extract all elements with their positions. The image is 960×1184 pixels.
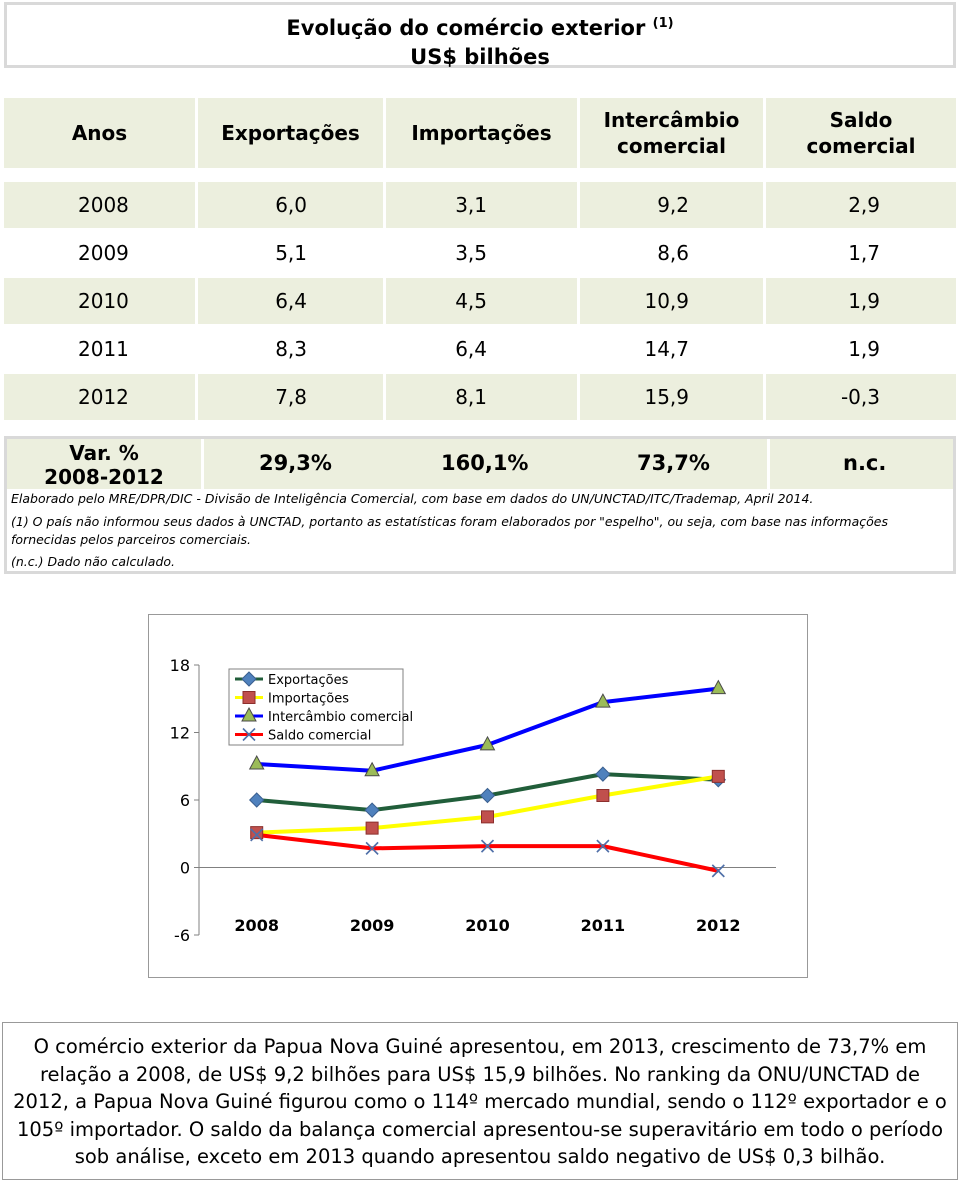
- y-tick-label: 0: [179, 858, 190, 878]
- table-row: [4, 278, 956, 326]
- legend-label: Importações: [268, 691, 349, 707]
- cell-saldo: 1,9: [766, 278, 956, 326]
- title-line2: US$ bilhões: [410, 45, 550, 69]
- summary-text: O comércio exterior da Papua Nova Guiné apresentou, em 2013, crescimento de 73,7% em relação a 2008, de US$ 9,2 bilhões para US$ 15,9 bilhões. No ranking da ONU/UNCTAD de 2012, a Papua Nova Guiné figurou como o 114º mercado mundial, sendo o 112º exportador e o 105º importador. O saldo da balança comercial apresentou-se superavitário em todo o período sob análise, exceto em 2013 quando apresentou saldo negativo de US$ 0,3 bilhão.: [13, 1035, 947, 1168]
- cell-saldo: 1,9: [766, 326, 956, 374]
- variation-separator: [767, 439, 770, 489]
- legend-label: Exportações: [268, 673, 349, 688]
- variation-label-line2: 2008-2012: [44, 465, 164, 489]
- y-tick-label: 12: [169, 723, 190, 743]
- x-tick-label: 2010: [465, 916, 510, 935]
- cell-importacoes: 8,1: [386, 374, 580, 422]
- x-tick-label: 2012: [696, 916, 741, 935]
- header-intercambio: [580, 98, 766, 168]
- header-saldo: Saldo comercial: [766, 98, 956, 168]
- variation-importacoes: 160,1%: [441, 451, 529, 475]
- cell-intercambio: 14,7: [580, 326, 766, 374]
- variation-and-notes-box: [4, 436, 956, 574]
- cell-importacoes: 3,5: [386, 230, 580, 278]
- source-note: Elaborado pelo MRE/DPR/DIC - Divisão de Inteligência Comercial, com base em dados do UN/UNCTAD/ITC/Trademap, April 2014.: [11, 491, 814, 506]
- y-tick-label: -6: [174, 926, 190, 945]
- cell-saldo: 1,7: [766, 230, 956, 278]
- cell-year: 2010: [4, 278, 198, 326]
- summary-text-box: [2, 1022, 958, 1180]
- cell-exportacoes: 6,0: [198, 182, 386, 230]
- header-intercambio-text: Intercâmbio comercial: [603, 108, 740, 158]
- header-anos: Anos: [4, 98, 198, 168]
- cell-importacoes: 3,1: [386, 182, 580, 230]
- cell-saldo: 2,9: [766, 182, 956, 230]
- footnote-nc: (n.c.) Dado não calculado.: [11, 554, 176, 569]
- cell-exportacoes: 5,1: [198, 230, 386, 278]
- cell-year: 2011: [4, 326, 198, 374]
- table-row: [4, 182, 956, 230]
- cell-intercambio: 10,9: [580, 278, 766, 326]
- variation-exportacoes: 29,3%: [259, 451, 332, 475]
- variation-separator: [201, 439, 204, 489]
- legend-label: Saldo comercial: [268, 728, 372, 744]
- cell-exportacoes: 6,4: [198, 278, 386, 326]
- y-tick-label: 18: [169, 656, 190, 675]
- data-point: [712, 770, 724, 782]
- table-row: [4, 230, 956, 278]
- data-point: [251, 827, 263, 839]
- line-chart: [149, 615, 807, 977]
- title-text: Evolução do comércio exterior: [286, 16, 646, 40]
- variation-label: [7, 439, 201, 489]
- x-tick-label: 2008: [234, 916, 279, 935]
- data-point: [482, 811, 494, 823]
- cell-year: 2008: [4, 182, 198, 230]
- trade-table: [4, 98, 956, 422]
- cell-exportacoes: 8,3: [198, 326, 386, 374]
- cell-saldo: -0,3: [766, 374, 956, 422]
- footnote-1: (1) O país não informou seus dados à UNCTAD, portanto as estatísticas foram elaborados por "espelho", ou seja, com base nas informações fornecidas pelos parceiros comerciais.: [11, 514, 888, 547]
- table-header-row: [4, 98, 956, 168]
- variation-saldo: n.c.: [843, 451, 887, 475]
- data-point: [597, 790, 609, 802]
- table-gap: [4, 168, 956, 182]
- legend-label: Intercâmbio comercial: [268, 710, 414, 725]
- cell-importacoes: 4,5: [386, 278, 580, 326]
- cell-intercambio: 9,2: [580, 182, 766, 230]
- chart-frame: [148, 614, 808, 978]
- data-point: [366, 822, 378, 834]
- header-exportacoes: Exportações: [198, 98, 386, 168]
- variation-row: [7, 439, 953, 489]
- cell-intercambio: 15,9: [580, 374, 766, 422]
- legend-marker: [243, 692, 255, 704]
- cell-year: 2012: [4, 374, 198, 422]
- y-tick-label: 6: [179, 791, 190, 810]
- title-box: [4, 2, 956, 68]
- table-row: [4, 326, 956, 374]
- cell-importacoes: 6,4: [386, 326, 580, 374]
- x-tick-label: 2011: [580, 916, 626, 935]
- x-tick-label: 2009: [349, 916, 395, 935]
- cell-intercambio: 8,6: [580, 230, 766, 278]
- variation-intercambio: 73,7%: [637, 451, 710, 475]
- title-line1: [7, 9, 953, 43]
- variation-label-line1: Var. %: [69, 441, 139, 465]
- cell-year: 2009: [4, 230, 198, 278]
- table-row: [4, 374, 956, 422]
- cell-exportacoes: 7,8: [198, 374, 386, 422]
- title-footnote-mark: (1): [652, 16, 674, 31]
- header-importacoes: Importações: [386, 98, 580, 168]
